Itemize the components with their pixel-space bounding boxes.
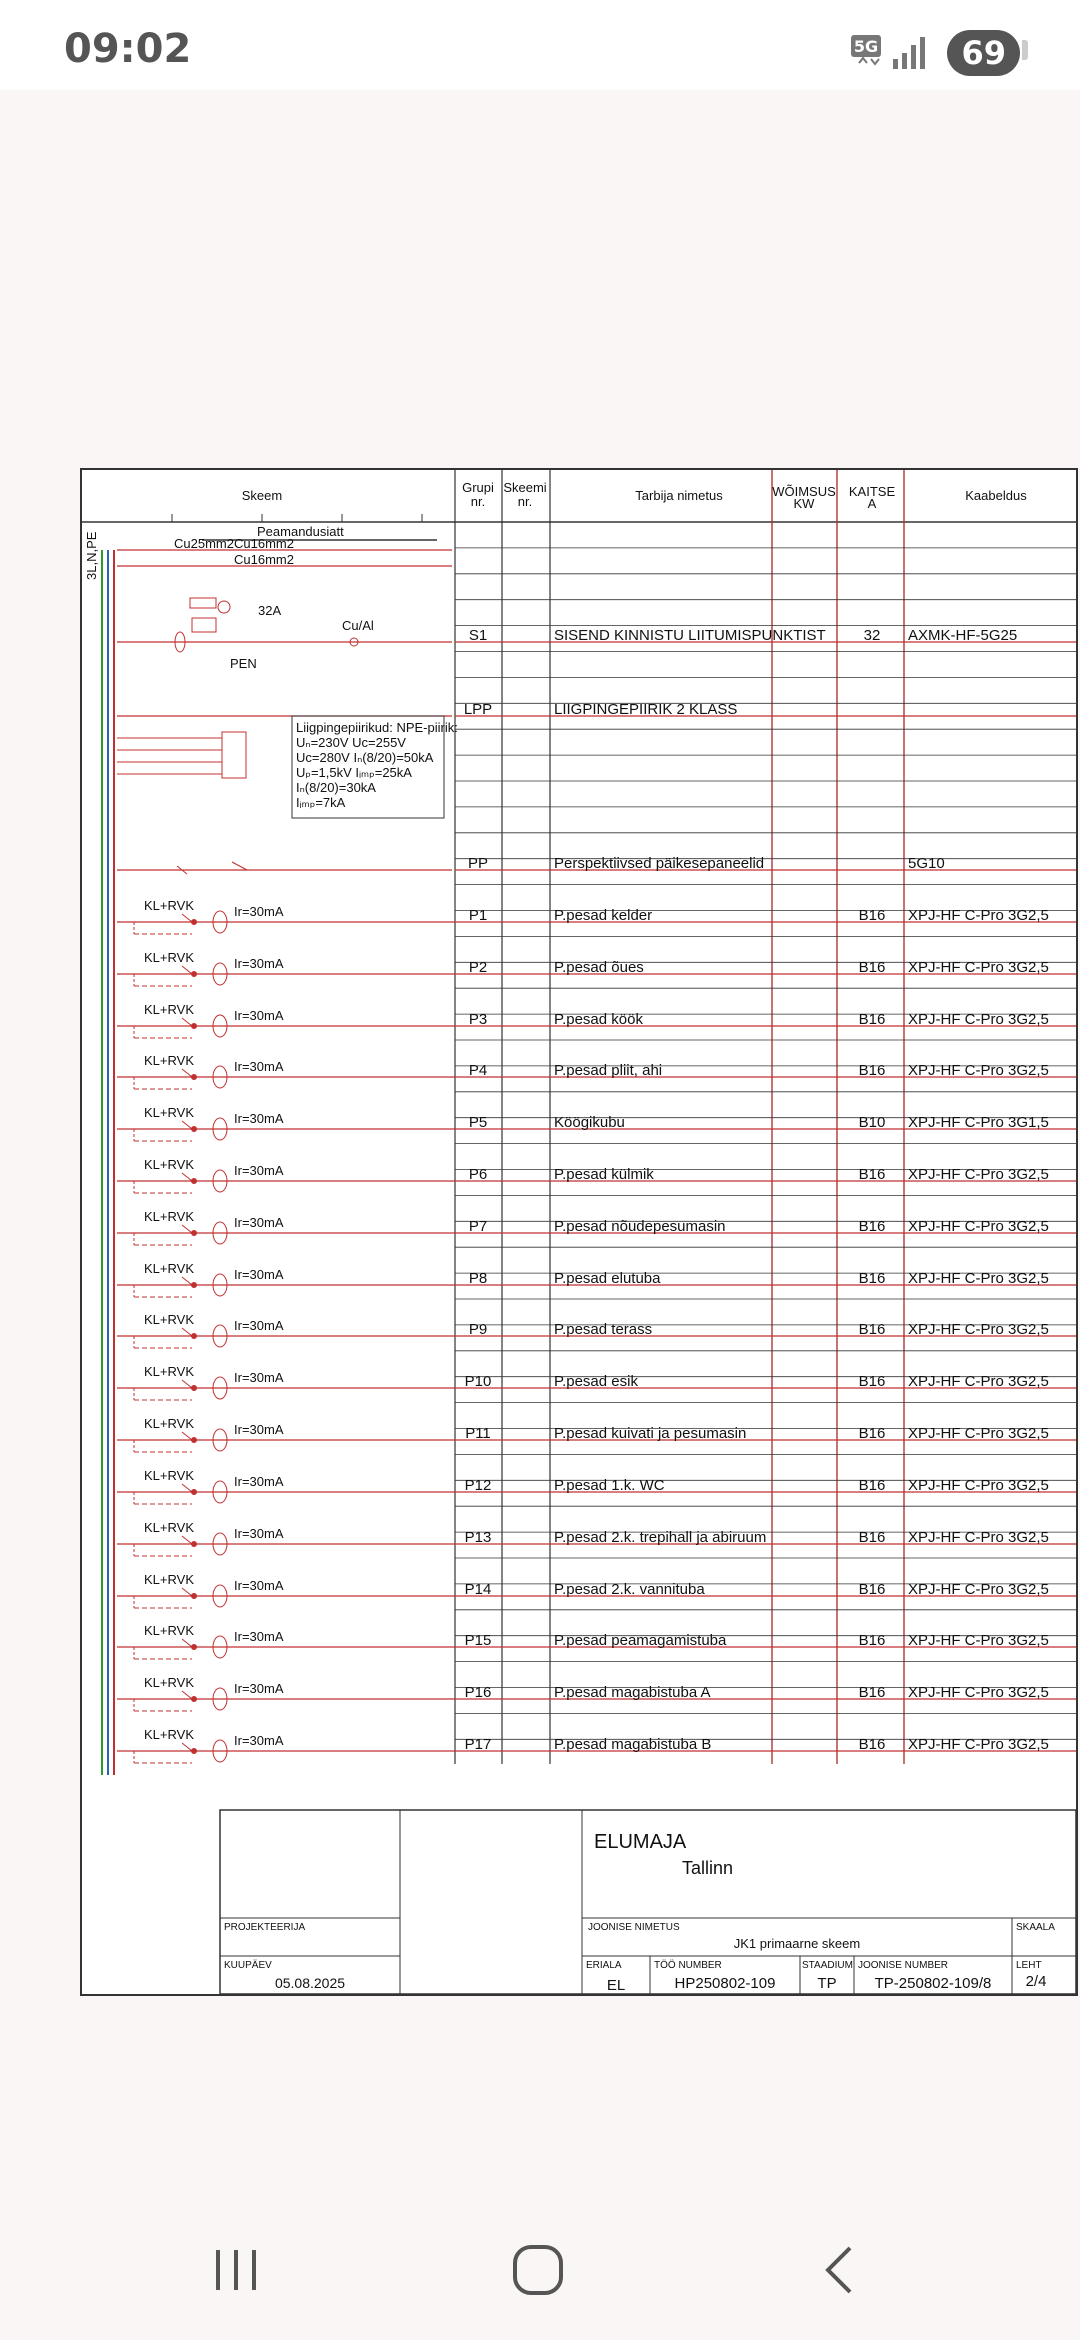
header-grupi-nr: nr.: [470, 494, 486, 509]
table-row: [117, 1157, 1076, 1193]
row-name: P.pesad 1.k. WC: [554, 1477, 665, 1494]
header-kaabeldus: Kaabeldus: [965, 488, 1027, 503]
row-group: P13: [464, 1529, 492, 1546]
joonise-nimetus-value: JK1 primaarne skeem: [733, 1936, 861, 1951]
spd-spec-line: Uᴄ=280V Iₙ(8/20)=50kA: [296, 750, 434, 765]
table-row: [117, 1053, 1076, 1089]
row-name: P.pesad külmik: [554, 1166, 654, 1183]
recent-apps-icon: [206, 2245, 266, 2295]
row-group: P12: [464, 1477, 492, 1494]
table-row: [117, 950, 1076, 986]
table-row: [117, 1312, 1076, 1348]
row-group: P8: [468, 1270, 488, 1287]
rcd-label: KL+RVK: [144, 1468, 194, 1483]
rcd-label: KL+RVK: [144, 1520, 194, 1535]
row-kaitse: B10: [858, 1114, 886, 1131]
rcd-label: KL+RVK: [144, 1261, 194, 1276]
5g-signal-icon: [851, 33, 931, 73]
row-name: P.pesad kelder: [554, 907, 653, 924]
rcd-rating: Ir=30mA: [234, 1318, 284, 1333]
clock: 09:02: [64, 26, 192, 72]
back-button[interactable]: [800, 2240, 880, 2300]
table-headers: [242, 480, 1027, 511]
row-kaitse: B16: [858, 1632, 886, 1649]
row-cable: XPJ-HF C-Pro 3G2,5: [908, 907, 1049, 924]
row-cable: XPJ-HF C-Pro 3G2,5: [908, 1425, 1049, 1442]
too-number-label: TÖÖ NUMBER: [654, 1960, 722, 1971]
row-kaitse: B16: [858, 1373, 886, 1390]
row-group: P2: [468, 959, 488, 976]
row-cable: XPJ-HF C-Pro 3G2,5: [908, 1477, 1049, 1494]
table-row: [117, 1105, 1076, 1141]
row-cable: AXMK-HF-5G25: [908, 627, 1018, 644]
rcd-label: KL+RVK: [144, 1364, 194, 1379]
spd-spec-line: Iᵢₘₚ=7kA: [296, 795, 346, 810]
rcd-label: KL+RVK: [144, 898, 194, 913]
row-kaitse: B16: [858, 959, 886, 976]
cu25-label: Cu25mm2: [174, 536, 234, 551]
row-kaitse: B16: [858, 1270, 886, 1287]
recent-apps-button[interactable]: [196, 2240, 276, 2300]
row-group: P7: [468, 1218, 488, 1235]
row-kaitse: B16: [858, 1321, 886, 1338]
row-name: P.pesad kuivati ja pesumasin: [554, 1425, 747, 1442]
home-icon: [508, 2240, 568, 2300]
rcd-rating: Ir=30mA: [234, 956, 284, 971]
row-kaitse: B16: [858, 1062, 886, 1079]
table-row: [117, 1416, 1076, 1452]
row-kaitse: B16: [858, 1684, 886, 1701]
rcd-rating: Ir=30mA: [234, 1733, 284, 1748]
kuupaev-label: KUUPÄEV: [224, 1960, 272, 1971]
row-group: P17: [464, 1736, 492, 1753]
status-bar: [0, 0, 1080, 90]
navigation-bar: [0, 2200, 1080, 2340]
rcd-label: KL+RVK: [144, 950, 194, 965]
header-voimsus-kw: KW: [793, 496, 815, 511]
joonise-number-label: JOONISE NUMBER: [858, 1960, 949, 1971]
rcd-rating: Ir=30mA: [234, 1578, 284, 1593]
eriala-value: EL: [606, 1977, 626, 1994]
header-grupi: Grupi: [462, 480, 494, 495]
row-cable: XPJ-HF C-Pro 3G2,5: [908, 959, 1049, 976]
title-block: [220, 1810, 1076, 1994]
rcd-rating: Ir=30mA: [234, 1111, 284, 1126]
table-row: [117, 1675, 1076, 1711]
rcd-label: KL+RVK: [144, 1002, 194, 1017]
main-breaker-label: 32A: [258, 603, 282, 618]
rcd-label: KL+RVK: [144, 1209, 194, 1224]
rcd-label: KL+RVK: [144, 1053, 194, 1068]
kuupaev-value: 05.08.2025: [274, 1975, 346, 1991]
row-cable: XPJ-HF C-Pro 3G2,5: [908, 1684, 1049, 1701]
schematic-drawing: [82, 470, 1076, 1994]
object-title: ELUMAJA: [594, 1831, 687, 1853]
table-row: [117, 1002, 1076, 1038]
status-icons: [851, 30, 1020, 76]
pen-label: PEN: [230, 656, 257, 671]
rcd-rating: Ir=30mA: [234, 1267, 284, 1282]
row-name: P.pesad õues: [554, 959, 644, 976]
svg-text:5G: 5G: [854, 37, 879, 56]
row-group: S1: [468, 627, 488, 644]
row-group: P5: [468, 1114, 488, 1131]
rcd-rating: Ir=30mA: [234, 1163, 284, 1178]
row-kaitse: B16: [858, 1425, 886, 1442]
rcd-label: KL+RVK: [144, 1675, 194, 1690]
spd-spec-line: Liigpingepiirikud: NPE-piirik:: [296, 720, 458, 735]
skaala-label: SKAALA: [1016, 1922, 1055, 1933]
row-name: P.pesad esik: [554, 1373, 638, 1390]
table-row: [117, 1261, 1076, 1297]
rcd-rating: Ir=30mA: [234, 1474, 284, 1489]
table-row: [455, 855, 1076, 872]
row-cable: XPJ-HF C-Pro 3G2,5: [908, 1736, 1049, 1753]
joonise-number-value: TP-250802-109/8: [874, 1975, 992, 1992]
table-row: [117, 1727, 1076, 1763]
table-row: [117, 1364, 1076, 1400]
row-name: LIIGPINGEPIIRIK 2 KLASS: [554, 701, 738, 718]
row-name: P.pesad magabistuba A: [554, 1684, 711, 1701]
row-name: P.pesad elutuba: [554, 1270, 661, 1287]
bus-label: 3L,N,PE: [84, 531, 99, 580]
rcd-label: KL+RVK: [144, 1157, 194, 1172]
row-group: LPP: [463, 701, 493, 718]
row-name: P.pesad terass: [554, 1321, 653, 1338]
row-group: P16: [464, 1684, 492, 1701]
cu16-label-a: Cu16mm2: [234, 536, 294, 551]
rcd-label: KL+RVK: [144, 1572, 194, 1587]
row-name: P.pesad nõudepesumasin: [554, 1218, 726, 1235]
row-group: PP: [467, 855, 489, 872]
rcd-label: KL+RVK: [144, 1623, 194, 1638]
peamandusiatt-label: Peamandusiatt: [257, 524, 344, 539]
table-row: [117, 1520, 1076, 1556]
joonise-nimetus-label: JOONISE NIMETUS: [588, 1922, 680, 1933]
rcd-label: KL+RVK: [144, 1727, 194, 1742]
row-kaitse: B16: [858, 1218, 886, 1235]
row-group: P1: [468, 907, 488, 924]
row-kaitse: B16: [858, 1011, 886, 1028]
table-row: [117, 1623, 1076, 1659]
staadium-label: STAADIUM: [802, 1960, 853, 1971]
row-cable: XPJ-HF C-Pro 3G2,5: [908, 1218, 1049, 1235]
object-city: Tallinn: [682, 1858, 734, 1878]
rcd-rating: Ir=30mA: [234, 1422, 284, 1437]
row-kaitse: B16: [858, 1736, 886, 1753]
row-group: P14: [464, 1581, 492, 1598]
header-kaitse: KAITSE: [848, 484, 896, 499]
header-skeemi: Skeemi: [503, 480, 547, 495]
staadium-value: TP: [817, 1975, 837, 1992]
row-name: SISEND KINNISTU LIITUMISPUNKTIST: [554, 627, 826, 644]
home-button[interactable]: [498, 2240, 578, 2300]
document-viewer[interactable]: [0, 90, 1080, 2200]
cuai-label: Cu/Al: [342, 618, 374, 633]
leht-label: LEHT: [1016, 1960, 1042, 1971]
too-number-value: HP250802-109: [674, 1975, 776, 1992]
row-cable: XPJ-HF C-Pro 3G1,5: [908, 1114, 1049, 1131]
cu16-label-b: Cu16mm2: [234, 552, 294, 567]
drawing-sheet: [80, 468, 1078, 1996]
row-kaitse: B16: [858, 1477, 886, 1494]
row-kaitse: 32: [863, 627, 881, 644]
rcd-rating: Ir=30mA: [234, 1008, 284, 1023]
row-kaitse: B16: [858, 1166, 886, 1183]
table-row: [117, 1468, 1076, 1504]
rcd-rating: Ir=30mA: [234, 1681, 284, 1696]
row-cable: 5G10: [908, 855, 945, 872]
eriala-label: ERIALA: [586, 1960, 622, 1971]
back-icon: [810, 2240, 870, 2300]
leht-value: 2/4: [1025, 1973, 1047, 1990]
header-voimsus: WÕIMSUS: [772, 484, 836, 499]
spd-spec-line: Uₙ=230V Uᴄ=255V: [296, 735, 406, 750]
projekteerija-label: PROJEKTEERIJA: [224, 1922, 306, 1933]
row-cable: XPJ-HF C-Pro 3G2,5: [908, 1270, 1049, 1287]
header-skeem: Skeem: [241, 488, 283, 503]
row-group: P4: [468, 1062, 488, 1079]
rcd-rating: Ir=30mA: [234, 1059, 284, 1074]
header-skeemi-nr: nr.: [517, 494, 533, 509]
table-row: [117, 898, 1076, 934]
row-group: P9: [468, 1321, 488, 1338]
row-cable: XPJ-HF C-Pro 3G2,5: [908, 1011, 1049, 1028]
rcd-rating: Ir=30mA: [234, 1629, 284, 1644]
row-kaitse: B16: [858, 907, 886, 924]
rcd-rating: Ir=30mA: [234, 1370, 284, 1385]
rcd-rating: Ir=30mA: [234, 1526, 284, 1541]
row-cable: XPJ-HF C-Pro 3G2,5: [908, 1373, 1049, 1390]
row-cable: XPJ-HF C-Pro 3G2,5: [908, 1166, 1049, 1183]
row-group: P11: [465, 1425, 491, 1442]
row-name: P.pesad pliit, ahi: [554, 1062, 663, 1079]
row-cable: XPJ-HF C-Pro 3G2,5: [908, 1321, 1049, 1338]
header-kaitse-a: A: [867, 496, 877, 511]
row-cable: XPJ-HF C-Pro 3G2,5: [908, 1581, 1049, 1598]
row-cable: XPJ-HF C-Pro 3G2,5: [908, 1632, 1049, 1649]
table-row: [117, 1209, 1076, 1245]
rcd-rating: Ir=30mA: [234, 1215, 284, 1230]
row-group: P3: [468, 1011, 488, 1028]
row-cable: XPJ-HF C-Pro 3G2,5: [908, 1062, 1049, 1079]
row-kaitse: B16: [858, 1529, 886, 1546]
row-name: P.pesad magabistuba B: [554, 1736, 712, 1753]
row-cable: XPJ-HF C-Pro 3G2,5: [908, 1529, 1049, 1546]
row-name: Perspektiivsed päikesepaneelid: [554, 855, 765, 872]
spd-spec-line: Uₚ=1,5kV Iᵢₘₚ=25kA: [296, 765, 412, 780]
rcd-rating: Ir=30mA: [234, 904, 284, 919]
spd-spec-line: Iₙ(8/20)=30kA: [296, 780, 376, 795]
row-group: P6: [468, 1166, 488, 1183]
rcd-label: KL+RVK: [144, 1312, 194, 1327]
spd-specs: [296, 720, 458, 810]
row-kaitse: B16: [858, 1581, 886, 1598]
table-row: [117, 1572, 1076, 1608]
rcd-label: KL+RVK: [144, 1105, 194, 1120]
rcd-label: KL+RVK: [144, 1416, 194, 1431]
table-row: [455, 627, 1076, 644]
row-name: P.pesad peamagamistuba: [554, 1632, 727, 1649]
header-tarbija: Tarbija nimetus: [635, 488, 723, 503]
row-group: P15: [464, 1632, 492, 1649]
row-name: Köögikubu: [554, 1114, 625, 1131]
row-name: P.pesad 2.k. trepihall ja abiruum: [554, 1529, 767, 1546]
row-name: P.pesad köök: [554, 1011, 643, 1028]
row-group: P10: [464, 1373, 492, 1390]
battery-indicator: 69: [947, 30, 1020, 76]
row-name: P.pesad 2.k. vannituba: [554, 1581, 705, 1598]
